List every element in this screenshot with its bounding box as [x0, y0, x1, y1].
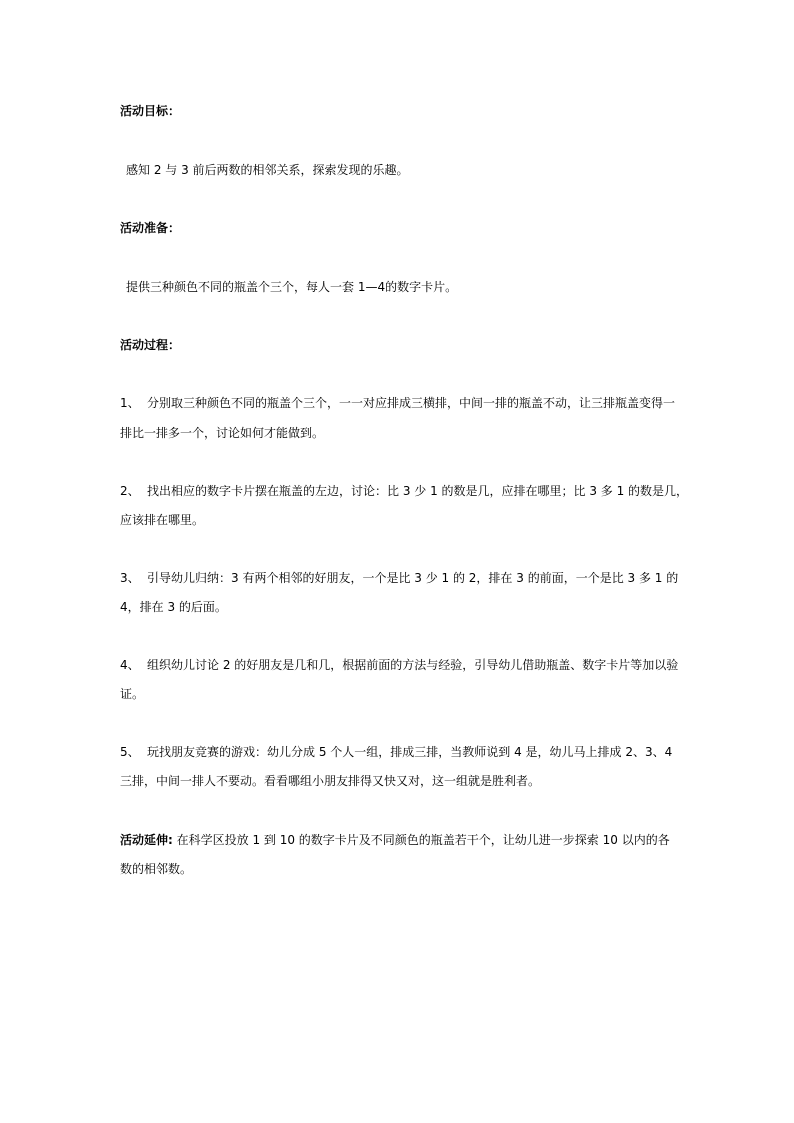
- goal-heading: 活动目标：: [120, 104, 181, 118]
- step-2-number: 2、: [120, 484, 140, 498]
- step-3-line-2: 4，排在 3 的后面。: [120, 600, 227, 614]
- prep-heading: 活动准备：: [120, 221, 181, 235]
- step-4-line-2: 证。: [120, 687, 145, 701]
- step-1-number: 1、: [120, 396, 140, 410]
- step-3-number: 3、: [120, 571, 140, 585]
- step-5-line-2: 三排，中间一排人不要动。看看哪组小朋友排得又快又对，这一组就是胜利者。: [120, 774, 541, 788]
- step-5-line-1: [120, 744, 680, 760]
- step-4-text: 组织幼儿讨论 2 的好朋友是几和几，根据前面的方法与经验，引导幼儿借助瓶盖、数字卡片等加以验: [147, 658, 679, 672]
- step-2-line-1: [120, 483, 689, 499]
- prep-text: 提供三种颜色不同的瓶盖个三个，每人一套 1—4的数字卡片。: [126, 280, 458, 294]
- step-5-number: 5、: [120, 745, 140, 759]
- extension-heading: 活动延伸:: [120, 833, 173, 847]
- process-heading: 活动过程：: [120, 338, 181, 352]
- step-5-text: 玩找朋友竞赛的游戏：幼儿分成 5 个人一组，排成三排，当教师说到 4 是，幼儿马上排成 2、3、4: [147, 745, 673, 759]
- step-3-text: 引导幼儿归纳：3 有两个相邻的好朋友，一个是比 3 少 1 的 2，排在 3 的前面，一个是比 3 多 1 的: [147, 571, 679, 585]
- step-2-text: 找出相应的数字卡片摆在瓶盖的左边，讨论：比 3 少 1 的数是几，应排在哪里；比 3 多 1 的数是几，: [147, 484, 689, 498]
- goal-text: 感知 2 与 3 前后两数的相邻关系，探索发现的乐趣。: [126, 163, 409, 177]
- extension-text: 在科学区投放 1 到 10 的数字卡片及不同颜色的瓶盖若干个，让幼儿进一步探索 10 以内的各: [176, 833, 670, 847]
- step-4-number: 4、: [120, 658, 140, 672]
- step-1-line-2: 排比一排多一个，讨论如何才能做到。: [120, 426, 325, 440]
- step-3-line-1: [120, 570, 680, 586]
- extension-line-2: 数的相邻数。: [120, 862, 193, 876]
- step-1-text: 分别取三种颜色不同的瓶盖个三个，一一对应排成三横排，中间一排的瓶盖不动，让三排瓶盖变得一: [147, 396, 676, 410]
- extension-line-1: [120, 832, 680, 848]
- step-1-line-1: [120, 395, 680, 411]
- step-2-line-2: 应该排在哪里。: [120, 513, 205, 527]
- step-4-line-1: [120, 657, 680, 673]
